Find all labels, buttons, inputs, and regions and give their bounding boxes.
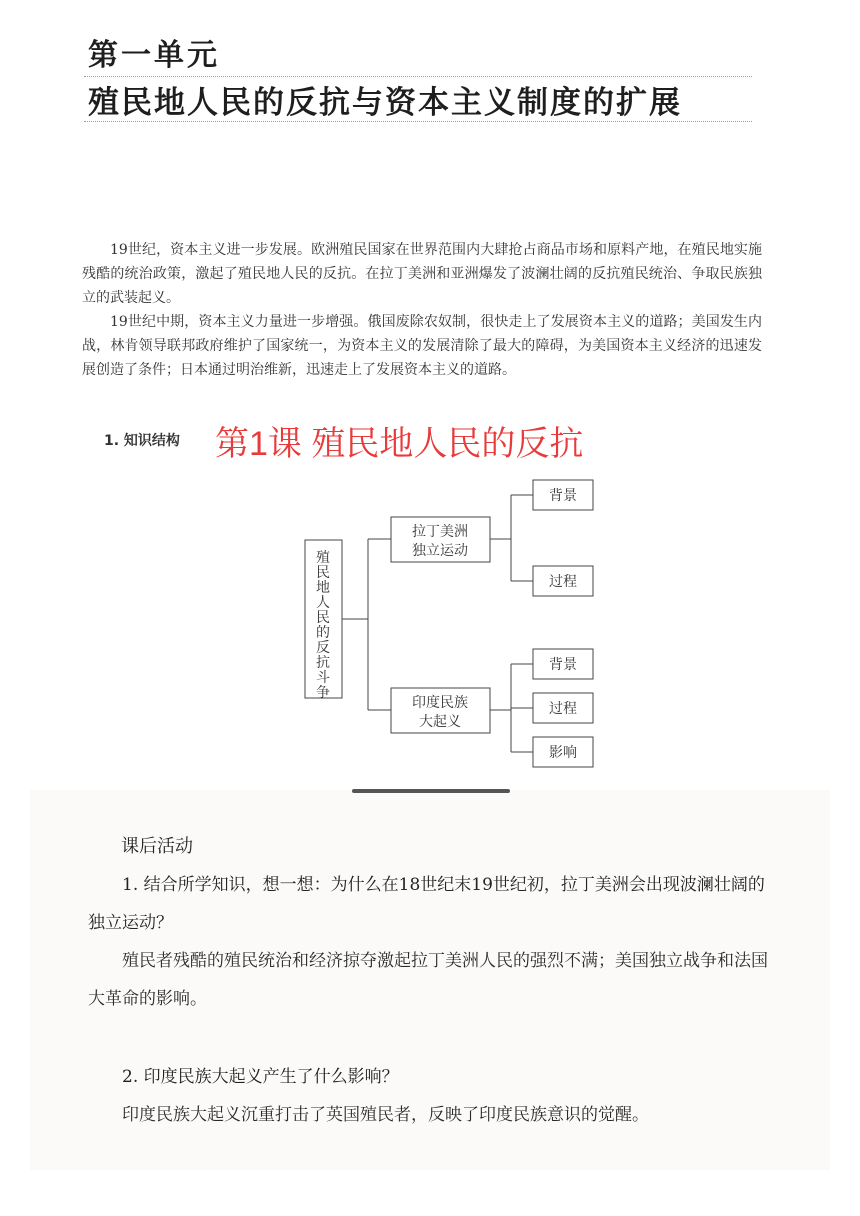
root-char: 的	[316, 625, 330, 641]
knowledge-structure-label: 1. 知识结构	[104, 433, 180, 449]
leaf-label: 过程	[549, 701, 577, 717]
root-char: 抗	[316, 655, 330, 671]
intro-paragraph-1: 19世纪，资本主义进一步发展。欧洲殖民国家在世界范围内大肆抢占商品市场和原料产地，在殖民地实施残酷的统治政策，激起了殖民地人民的反抗。在拉丁美洲和亚洲爆发了波澜壮阔的反抗殖民统治、争取民族独立的武装起义。	[82, 242, 762, 306]
leaf-label: 背景	[549, 657, 577, 673]
root-char: 殖	[316, 550, 330, 566]
answer-1: 殖民者残酷的殖民统治和经济掠夺激起拉丁美洲人民的强烈不满；美国独立战争和法国大革命的影响。	[88, 951, 768, 1009]
leaf-label: 影响	[549, 745, 577, 761]
unit-title: 第一单元	[88, 38, 220, 73]
answer-2: 印度民族大起义沉重打击了英国殖民者，反映了印度民族意识的觉醒。	[122, 1105, 649, 1125]
section-divider	[352, 789, 510, 793]
root-char: 地	[316, 580, 330, 596]
root-char: 民	[316, 565, 330, 581]
root-char: 斗	[316, 670, 330, 686]
root-char: 人	[316, 595, 330, 611]
intro-paragraph-2: 19世纪中期，资本主义力量进一步增强。俄国废除农奴制，很快走上了发展资本主义的道路；美国发生内战，林肯领导联邦政府维护了国家统一，为资本主义的发展清除了最大的障碍，为美国资本主义经济的迅速发展创造了条件；日本通过明治维新，迅速走上了发展资本主义的道路。	[82, 314, 762, 378]
branch2-label-line1: 印度民族	[412, 695, 468, 711]
question-1: 1. 结合所学知识，想一想：为什么在18世纪末19世纪初，拉丁美洲会出现波澜壮阔的独立运动？	[88, 875, 765, 933]
root-char: 反	[316, 640, 330, 656]
root-label	[316, 549, 330, 701]
root-char: 争	[316, 685, 330, 701]
branch2-label-line2: 大起义	[419, 714, 461, 730]
lesson-title: 第1课 殖民地人民的反抗	[215, 425, 584, 463]
branch1-label-line2: 独立运动	[412, 543, 468, 559]
leaf-label: 背景	[549, 488, 577, 504]
leaf-label: 过程	[549, 574, 577, 590]
unit-subtitle: 殖民地人民的反抗与资本主义制度的扩展	[88, 85, 682, 121]
root-char: 民	[316, 610, 330, 626]
activity-heading: 课后活动	[121, 836, 193, 857]
branch1-label-line1: 拉丁美洲	[412, 524, 468, 540]
question-2: 2. 印度民族大起义产生了什么影响？	[122, 1067, 399, 1087]
